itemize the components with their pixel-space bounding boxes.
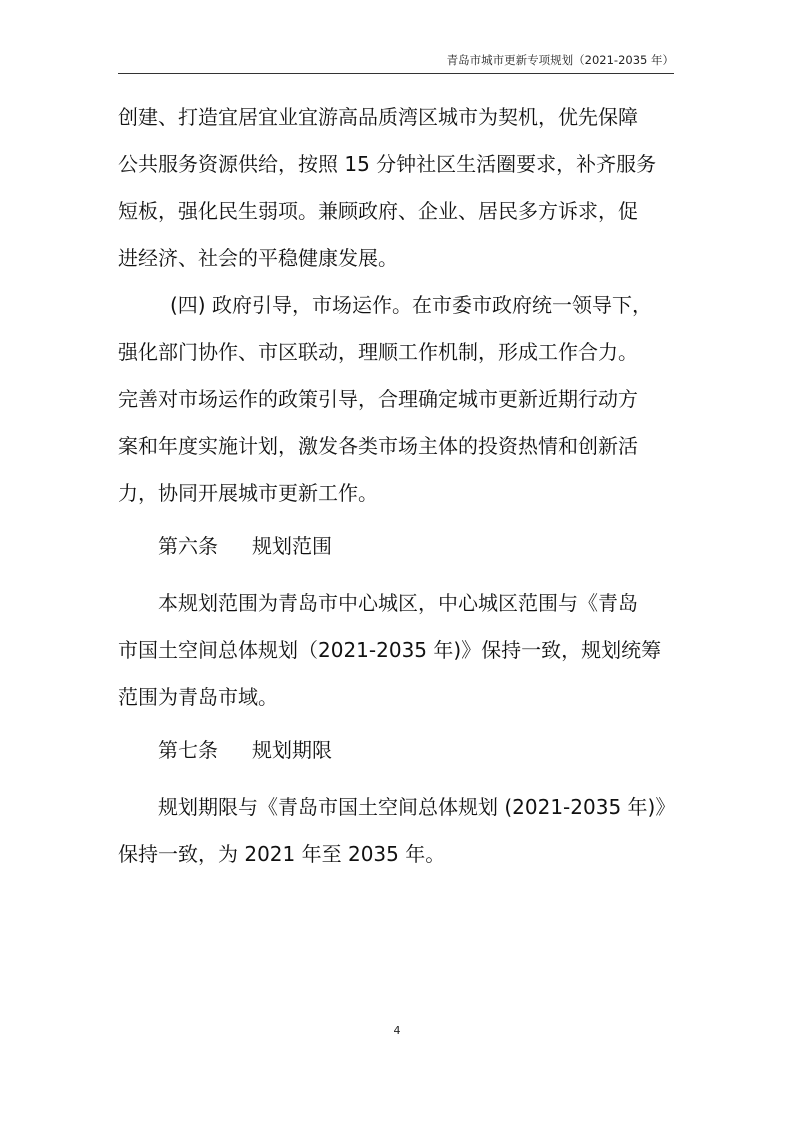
paragraph-line: 保持一致，为 2021 年至 2035 年。 — [118, 842, 446, 866]
paragraph-line: 公共服务资源供给，按照 15 分钟社区生活圈要求，补齐服务 — [118, 152, 657, 176]
paragraph-line: 短板，强化民生弱项。兼顾政府、企业、居民多方诉求，促 — [118, 199, 638, 223]
paragraph-line: 创建、打造宜居宜业宜游高品质湾区城市为契机，优先保障 — [118, 105, 638, 129]
article-six-title: 规划范围 — [252, 534, 332, 558]
header-divider — [118, 73, 674, 74]
article-six-number: 第六条 — [158, 534, 218, 558]
paragraph-line: 完善对市场运作的政策引导，合理确定城市更新近期行动方 — [118, 387, 638, 411]
document-body — [118, 94, 678, 878]
paragraph-line: 本规划范围为青岛市中心城区，中心城区范围与《青岛 — [158, 591, 638, 615]
paragraph-line: 案和年度实施计划，激发各类市场主体的投资热情和创新活 — [118, 434, 638, 458]
paragraph-line: 进经济、社会的平稳健康发展。 — [118, 246, 398, 270]
section-four-heading-line: (四) 政府引导，市场运作。在市委市政府统一领导下， — [170, 293, 652, 317]
paragraph-line: 强化部门协作、市区联动，理顺工作机制，形成工作合力。 — [118, 340, 638, 364]
article-seven-title: 规划期限 — [252, 738, 332, 762]
paragraph-line: 范围为青岛市域。 — [118, 685, 278, 709]
running-header: 青岛市城市更新专项规划（2021-2035 年） — [446, 53, 674, 67]
paragraph-line: 市国土空间总体规划（2021-2035 年)》保持一致，规划统筹 — [118, 638, 662, 662]
paragraph-line: 力，协同开展城市更新工作。 — [118, 481, 378, 505]
article-seven-number: 第七条 — [158, 738, 218, 762]
article-six-heading — [118, 523, 678, 570]
paragraph-line: 规划期限与《青岛市国土空间总体规划 (2021-2035 年)》 — [158, 795, 676, 819]
page-number: 4 — [393, 1024, 401, 1037]
article-seven-heading — [118, 727, 678, 774]
